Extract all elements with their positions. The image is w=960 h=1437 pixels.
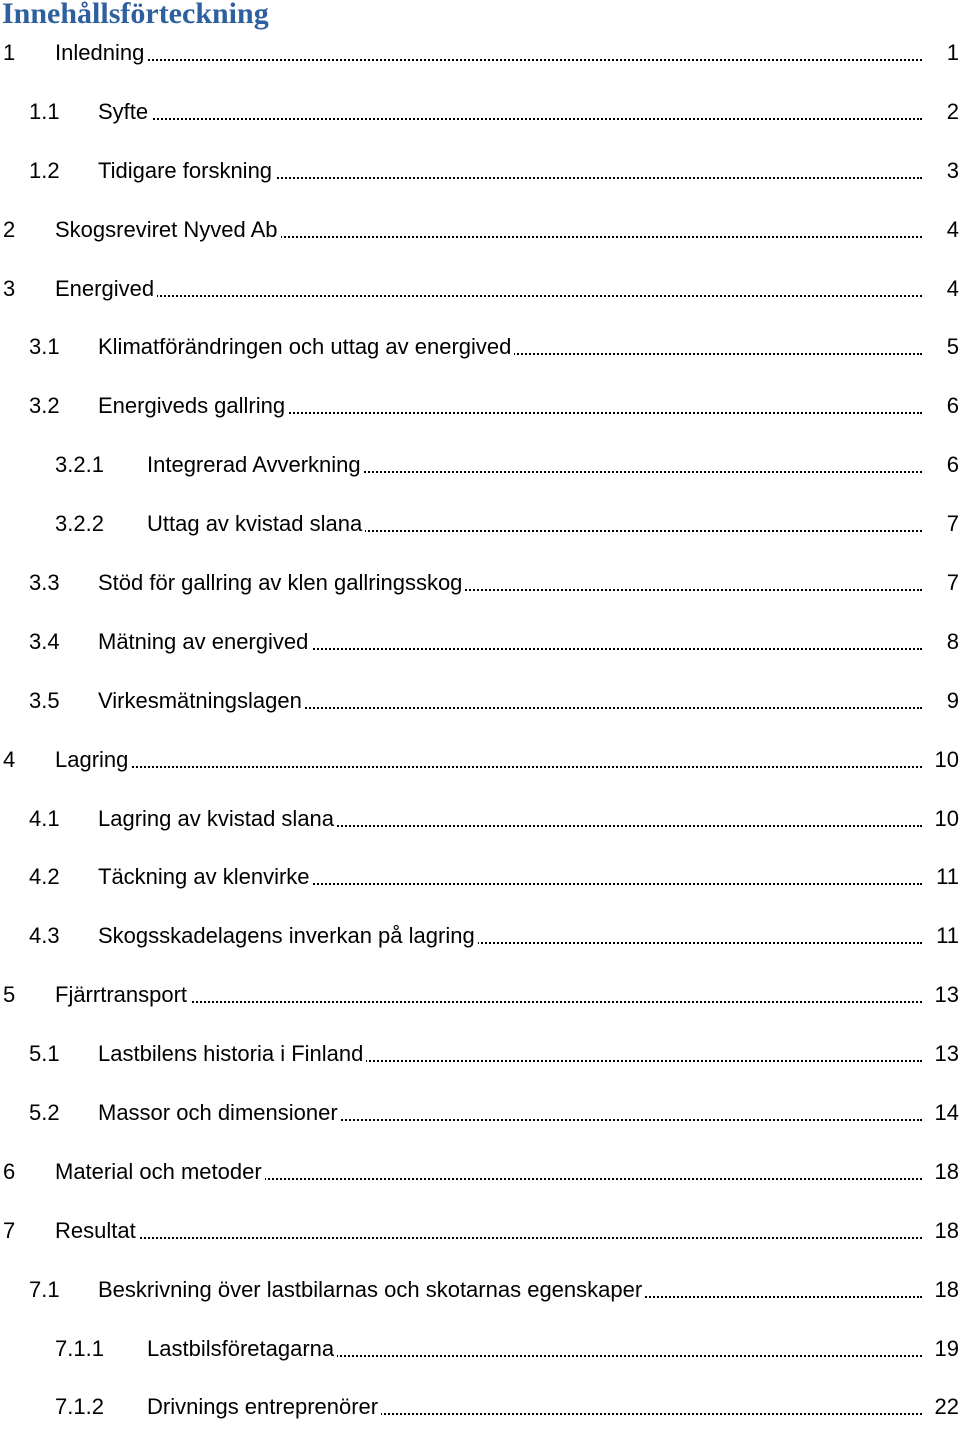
toc-entry[interactable] xyxy=(0,1261,960,1320)
toc-heading: Innehållsförteckning xyxy=(2,0,269,30)
toc-entry-page: 9 xyxy=(946,687,959,713)
toc-entry-page: 6 xyxy=(946,452,959,478)
toc-entry-number: 7 xyxy=(3,1217,16,1243)
toc-entry-number: 4 xyxy=(3,746,16,772)
toc-entry-title-leader[interactable] xyxy=(55,37,922,69)
toc-entry[interactable] xyxy=(0,1025,960,1084)
toc-entry-title[interactable]: Mätning av energived xyxy=(98,629,311,654)
toc-entry-number: 5.2 xyxy=(29,1100,60,1126)
toc-entry-title[interactable]: Klimatförändringen och uttag av energived xyxy=(98,334,514,359)
toc-entry-page: 2 xyxy=(946,98,959,124)
toc-entry[interactable] xyxy=(0,613,960,672)
toc-entry[interactable] xyxy=(0,554,960,613)
toc-entry-page: 7 xyxy=(946,570,959,596)
toc-entry-title[interactable]: Virkesmätningslagen xyxy=(98,688,305,713)
toc-entry-title[interactable]: Lagring av kvistad slana xyxy=(98,806,337,831)
toc-entry-title[interactable]: Lastbilsföretagarna xyxy=(147,1336,337,1361)
toc-entry-title[interactable]: Lastbilens historia i Finland xyxy=(98,1041,366,1066)
toc-entry-title-leader[interactable] xyxy=(98,1097,922,1129)
toc-entry-title[interactable]: Fjärrtransport xyxy=(55,982,190,1007)
toc-entry-number: 3.2 xyxy=(29,393,60,419)
toc-entry[interactable] xyxy=(0,731,960,790)
toc-entry-number: 7.1 xyxy=(29,1276,60,1302)
toc-entry-title[interactable]: Skogsskadelagens inverkan på lagring xyxy=(98,923,478,948)
toc-entry-title-leader[interactable] xyxy=(98,331,922,363)
toc-entry[interactable] xyxy=(0,318,960,377)
toc-entry-title-leader[interactable] xyxy=(55,1215,922,1247)
toc-entry-title-leader[interactable] xyxy=(98,155,922,187)
toc-entry[interactable] xyxy=(0,495,960,554)
toc-entry-title[interactable]: Beskrivning över lastbilarnas och skotarnas egenskaper xyxy=(98,1277,645,1302)
toc-entry-title-leader[interactable] xyxy=(55,1156,922,1188)
toc-entry-title-leader[interactable] xyxy=(98,626,922,658)
toc-entry-title[interactable]: Skogsreviret Nyved Ab xyxy=(55,217,281,242)
toc-entry-number: 5 xyxy=(3,982,16,1008)
toc-entry[interactable] xyxy=(0,966,960,1025)
toc-entry-title[interactable]: Energived xyxy=(55,276,157,301)
toc-entry-title-leader[interactable] xyxy=(98,390,922,422)
toc-entry-number: 3.2.2 xyxy=(55,511,104,537)
toc-entry-title-leader[interactable] xyxy=(55,744,922,776)
toc-entry-title-leader[interactable] xyxy=(98,803,922,835)
toc-entry-number: 2 xyxy=(3,216,16,242)
toc-entry-title[interactable]: Material och metoder xyxy=(55,1159,265,1184)
toc-entry-number: 1.1 xyxy=(29,98,60,124)
toc-entry[interactable] xyxy=(0,1202,960,1261)
toc-entry-number: 6 xyxy=(3,1158,16,1184)
toc-entry-number: 3.5 xyxy=(29,687,60,713)
toc-entry-title[interactable]: Tidigare forskning xyxy=(98,158,275,183)
toc-entry-title[interactable]: Resultat xyxy=(55,1218,139,1243)
toc-entry-number: 3.4 xyxy=(29,628,60,654)
toc-entry-page: 22 xyxy=(934,1394,959,1420)
toc-entry[interactable] xyxy=(0,201,960,260)
toc-entry-number: 1.2 xyxy=(29,157,60,183)
toc-entry-title-leader[interactable] xyxy=(147,449,922,481)
toc-entry[interactable] xyxy=(0,672,960,731)
toc-entry-page: 1 xyxy=(946,40,959,65)
toc-entry-number: 4.1 xyxy=(29,805,60,831)
toc-entry[interactable] xyxy=(0,377,960,436)
toc-entry-title-leader[interactable] xyxy=(98,685,922,717)
toc-entry-page: 7 xyxy=(946,511,959,537)
toc-entry-title[interactable]: Täckning av klenvirke xyxy=(98,864,313,889)
toc-entry-page: 11 xyxy=(936,864,959,890)
toc-entry-number: 4.2 xyxy=(29,864,60,890)
toc-entry-title[interactable]: Stöd för gallring av klen gallringsskog xyxy=(98,570,465,595)
toc-entry-number: 7.1.1 xyxy=(55,1335,104,1361)
toc-entry-page: 18 xyxy=(934,1158,959,1184)
toc-entry-page: 11 xyxy=(936,923,959,949)
toc-entry-page: 8 xyxy=(946,628,959,654)
toc-entry-number: 3 xyxy=(3,275,16,301)
toc-entry[interactable] xyxy=(0,790,960,849)
toc-entry-title[interactable]: Drivnings entreprenörer xyxy=(147,1394,381,1419)
toc-entry-page: 10 xyxy=(934,746,959,772)
toc-entry-number: 7.1.2 xyxy=(55,1394,104,1420)
toc-entry-title[interactable]: Massor och dimensioner xyxy=(98,1100,341,1125)
toc-entry[interactable] xyxy=(0,1143,960,1202)
toc-entry-title[interactable]: Uttag av kvistad slana xyxy=(147,511,365,536)
toc-entry-title-leader[interactable] xyxy=(147,1333,922,1365)
toc-entry-page: 10 xyxy=(934,805,959,831)
toc-entry-title-leader[interactable] xyxy=(98,1038,922,1070)
toc-entry-title-leader[interactable] xyxy=(98,567,922,599)
toc-entry-number: 1 xyxy=(3,40,16,65)
toc-entry-title-leader[interactable] xyxy=(98,861,922,893)
toc-entry-number: 3.2.1 xyxy=(55,452,104,478)
toc-entry-number: 3.3 xyxy=(29,570,60,596)
toc-entry-title[interactable]: Syfte xyxy=(98,99,151,124)
toc-entry-title[interactable]: Inledning xyxy=(55,40,147,65)
toc-entry-page: 13 xyxy=(934,982,959,1008)
toc-entry[interactable] xyxy=(0,83,960,142)
toc-entry[interactable] xyxy=(0,1378,960,1437)
toc-entry-page: 3 xyxy=(946,157,959,183)
toc-entry-title[interactable]: Energiveds gallring xyxy=(98,393,288,418)
toc-entry-page: 6 xyxy=(946,393,959,419)
toc-entry-title-leader[interactable] xyxy=(147,1391,922,1423)
toc-entry[interactable] xyxy=(0,907,960,966)
toc-entry-page: 4 xyxy=(946,216,959,242)
toc-list xyxy=(0,24,960,1437)
toc-entry[interactable] xyxy=(0,436,960,495)
toc-entry-title-leader[interactable] xyxy=(147,508,922,540)
toc-entry[interactable] xyxy=(0,24,960,83)
toc-entry-title-leader[interactable] xyxy=(98,96,922,128)
toc-entry-page: 4 xyxy=(946,275,959,301)
toc-entry[interactable] xyxy=(0,142,960,201)
toc-entry-title[interactable]: Lagring xyxy=(55,747,131,772)
toc-entry-page: 18 xyxy=(934,1276,959,1302)
toc-entry[interactable] xyxy=(0,260,960,319)
toc-entry-page: 13 xyxy=(934,1041,959,1067)
toc-entry-number: 5.1 xyxy=(29,1041,60,1067)
toc-entry-title-leader[interactable] xyxy=(55,979,922,1011)
toc-entry-number: 3.1 xyxy=(29,334,60,360)
toc-entry-page: 19 xyxy=(934,1335,959,1361)
toc-entry[interactable] xyxy=(0,1084,960,1143)
toc-entry-title-leader[interactable] xyxy=(98,920,922,952)
toc-entry-page: 18 xyxy=(934,1217,959,1243)
toc-entry-page: 5 xyxy=(946,334,959,360)
toc-entry[interactable] xyxy=(0,1320,960,1379)
toc-entry-title-leader[interactable] xyxy=(98,1274,922,1306)
toc-entry-title-leader[interactable] xyxy=(55,214,922,246)
toc-entry-page: 14 xyxy=(934,1100,959,1126)
toc-entry-title[interactable]: Integrerad Avverkning xyxy=(147,452,364,477)
toc-entry-title-leader[interactable] xyxy=(55,273,922,305)
toc-entry[interactable] xyxy=(0,848,960,907)
toc-entry-number: 4.3 xyxy=(29,923,60,949)
